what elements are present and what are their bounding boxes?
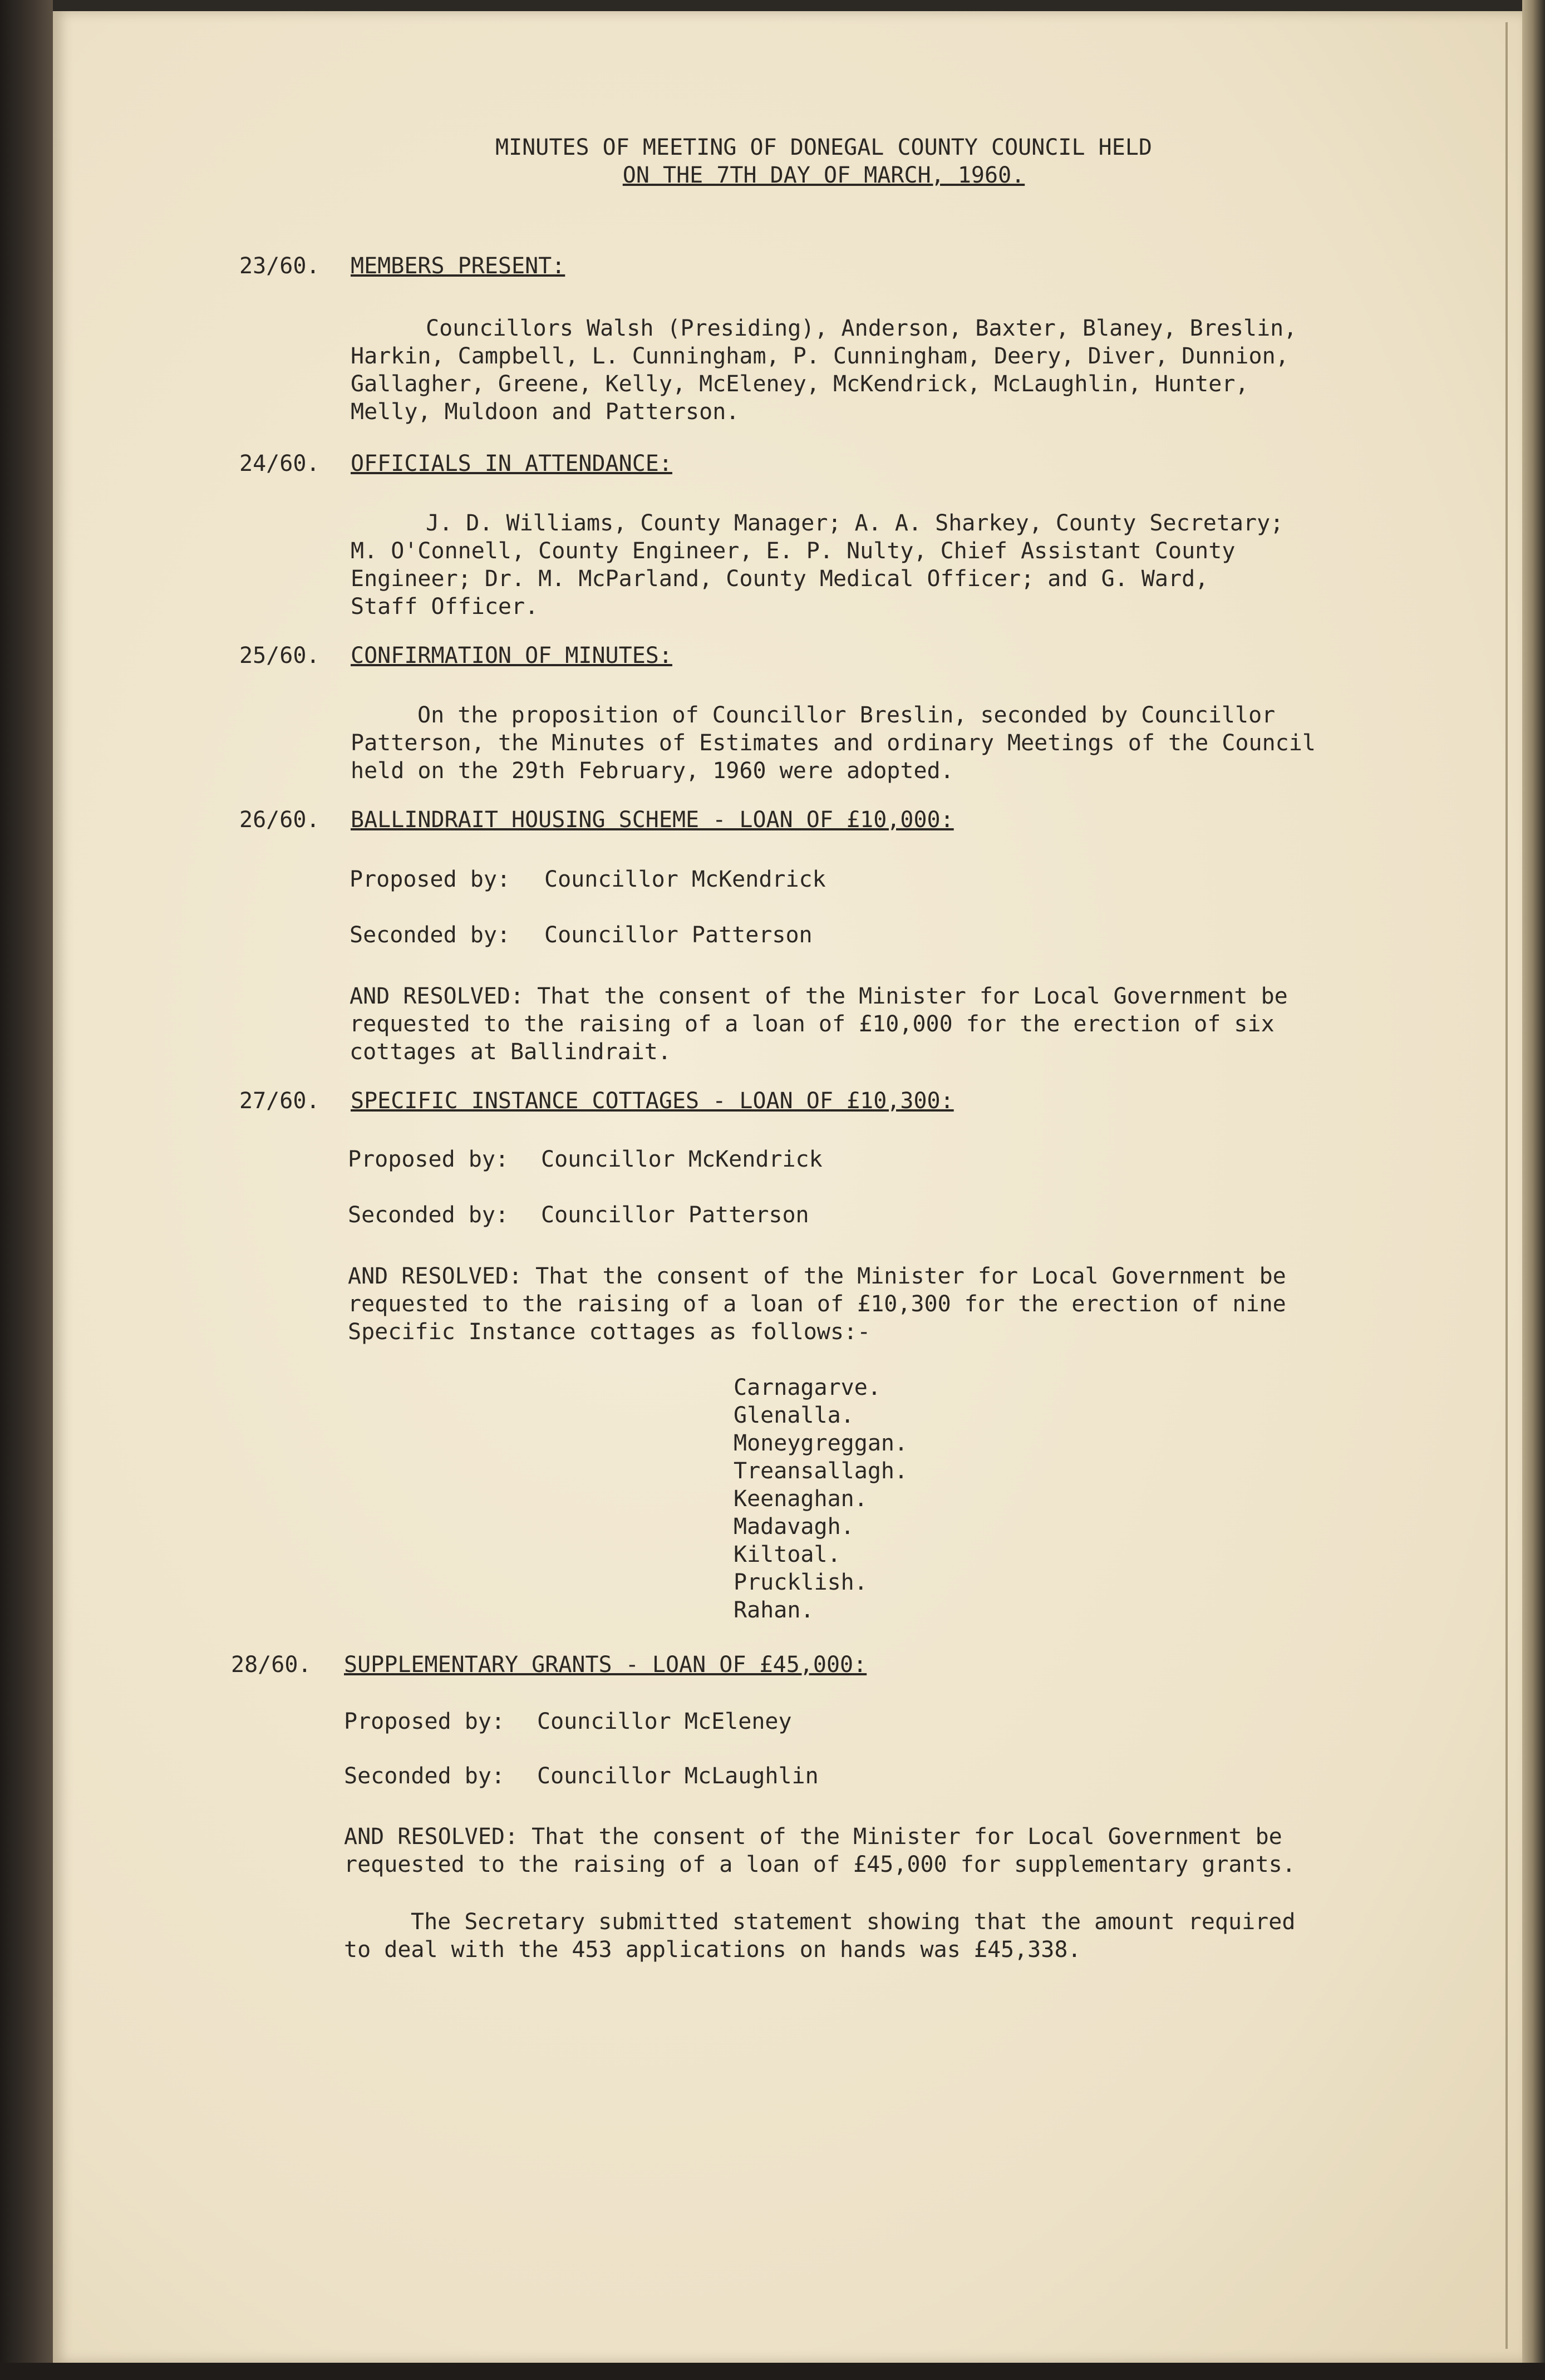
section-heading: CONFIRMATION OF MINUTES: (351, 643, 672, 668)
section-number: 26/60. (239, 807, 320, 833)
proposed-label: Proposed by: (348, 1147, 509, 1172)
seconded-by: Councillor McLaughlin (537, 1763, 819, 1789)
section-number: 28/60. (231, 1652, 312, 1678)
bottom-shadow (0, 2363, 1545, 2380)
list-item: Keenaghan. (734, 1486, 868, 1512)
secretary-statement: The Secretary submitted statement showing that the amount required to deal with the 453 applications on hands was £45,338. (344, 1909, 1296, 1963)
seconded-by: Councillor Patterson (541, 1202, 809, 1228)
book-spine (0, 0, 53, 2380)
proposed-by: Councillor McEleney (537, 1709, 792, 1734)
section-body: AND RESOLVED: That the consent of the Minister for Local Government be requested to the raising of a loan of £10,000 for the erection of six cottages at Ballindrait. (350, 984, 1288, 1065)
section-heading: OFFICIALS IN ATTENDANCE: (351, 451, 672, 476)
seconded-label: Seconded by: (348, 1202, 509, 1228)
cottage-list (734, 1374, 908, 1624)
list-item: Prucklish. (734, 1570, 868, 1595)
list-item: Treansallagh. (734, 1458, 908, 1484)
list-item: Glenalla. (734, 1403, 854, 1428)
list-item: Kiltoal. (734, 1542, 841, 1567)
section-heading: BALLINDRAIT HOUSING SCHEME - LOAN OF £10,000: (351, 807, 954, 833)
seconded-by: Councillor Patterson (544, 922, 813, 948)
title-line-2: ON THE 7TH DAY OF MARCH, 1960. (622, 163, 1025, 188)
section-heading: SPECIFIC INSTANCE COTTAGES - LOAN OF £10,300: (351, 1088, 954, 1114)
seconded-label: Seconded by: (350, 922, 510, 948)
section-number: 23/60. (239, 253, 320, 279)
section-number: 25/60. (239, 643, 320, 668)
section-heading: MEMBERS PRESENT: (351, 253, 565, 279)
section-body: J. D. Williams, County Manager; A. A. Sharkey, County Secretary; M. O'Connell, County Engineer, E. P. Nulty, Chief Assistant County Engineer; Dr. M. McParland, County Medical Officer; and G. Ward, Staff Officer. (351, 510, 1284, 619)
section-body: Councillors Walsh (Presiding), Anderson, Baxter, Blaney, Breslin, Harkin, Campbell, L. Cunningham, P. Cunningham, Deery, Diver, Dunnion, Gallagher, Greene, Kelly, McEleney, McKendrick, McLaughlin, Hunter, Melly, Muldoon and Patterson. (351, 316, 1297, 425)
section-number: 27/60. (239, 1088, 320, 1114)
section-number: 24/60. (239, 451, 320, 476)
list-item: Rahan. (734, 1597, 814, 1623)
section-body: AND RESOLVED: That the consent of the Minister for Local Government be requested to the raising of a loan of £45,000 for supplementary grants. (344, 1824, 1296, 1877)
list-item: Madavagh. (734, 1514, 854, 1540)
section-body: AND RESOLVED: That the consent of the Minister for Local Government be requested to the raising of a loan of £10,300 for the erection of nine Specific Instance cottages as follows:- (348, 1263, 1286, 1345)
seconded-label: Seconded by: (344, 1763, 505, 1789)
section-heading: SUPPLEMENTARY GRANTS - LOAN OF £45,000: (344, 1652, 867, 1678)
proposed-label: Proposed by: (350, 867, 510, 892)
title-line-1: MINUTES OF MEETING OF DONEGAL COUNTY COUNCIL HELD (495, 135, 1153, 160)
list-item: Moneygreggan. (734, 1430, 908, 1456)
proposed-by: Councillor McKendrick (541, 1147, 823, 1172)
proposed-by: Councillor McKendrick (544, 867, 826, 892)
proposed-label: Proposed by: (344, 1709, 505, 1734)
binding-line (1505, 22, 1508, 2349)
page-edge (1522, 0, 1545, 2380)
list-item: Carnagarve. (734, 1375, 881, 1400)
section-body: On the proposition of Councillor Breslin, seconded by Councillor Patterson, the Minutes of Estimates and ordinary Meetings of the Council held on the 29th February, 1960 were adopted. (351, 702, 1316, 784)
minutes-title (468, 134, 1180, 189)
